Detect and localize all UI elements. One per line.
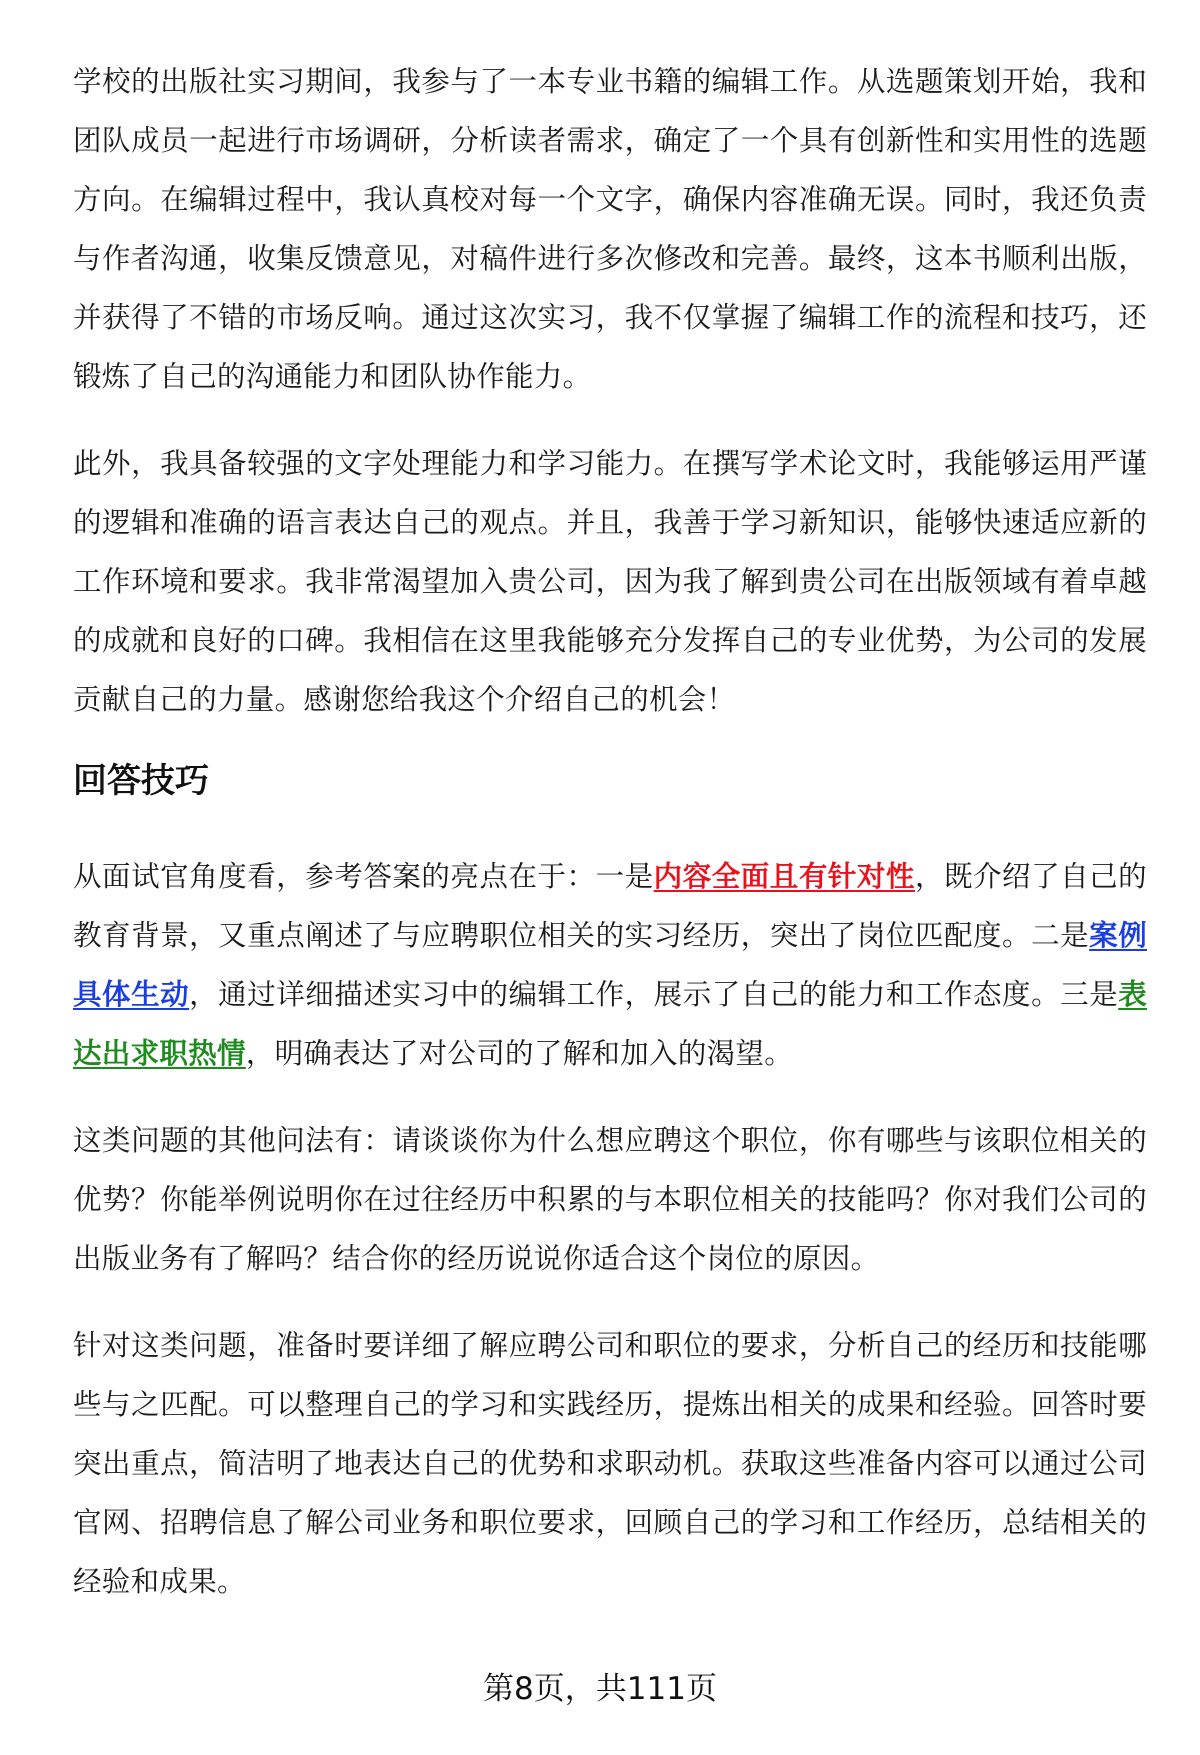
highlights-text-part-2: ，既介绍了自己的教育背景，又重点阐述了与应聘职位相关的实习经历，突出了岗位匹配度。二是 <box>73 860 1147 952</box>
section-heading: 回答技巧 <box>73 761 209 801</box>
highlights-text-part-3: ，通过详细描述实习中的编辑工作，展示了自己的能力和工作态度。三是 <box>189 978 1119 1011</box>
highlights-text-part-4: ，明确表达了对公司的了解和加入的渴望。 <box>245 1037 794 1070</box>
page-number: 第8页，共111页 <box>483 1671 717 1707</box>
highlights-text-part-1: 从面试官角度看，参考答案的亮点在于：一是 <box>73 860 654 893</box>
paragraph-skills-motivation: 此外，我具备较强的文字处理能力和学习能力。在撰写学术论文时，我能够运用严谨的逻辑和准确的语言表达自己的观点。并且，我善于学习新知识，能够快速适应新的工作环境和要求。我非常渴望加入贵公司，因为我了解到贵公司在出版领域有着卓越的成就和良好的口碑。我相信在这里我能够充分发挥自己的专业优势，为公司的发展贡献自己的力量。感谢您给我这个介绍自己的机会！ <box>73 447 1147 716</box>
paragraph-preparation-advice: 针对这类问题，准备时要详细了解应聘公司和职位的要求，分析自己的经历和技能哪些与之匹配。可以整理自己的学习和实践经历，提炼出相关的成果和经验。回答时要突出重点，简洁明了地表达自己的优势和求职动机。获取这些准备内容可以通过公司官网、招聘信息了解公司业务和职位要求，回顾自己的学习和工作经历，总结相关的经验和成果。 <box>73 1329 1147 1598</box>
paragraph-answer-highlights <box>73 847 1147 1083</box>
highlight-specific-cases: 案例具体生动 <box>73 919 1147 1011</box>
paragraph-internship-experience: 学校的出版社实习期间，我参与了一本专业书籍的编辑工作。从选题策划开始，我和团队成员一起进行市场调研，分析读者需求，确定了一个具有创新性和实用性的选题方向。在编辑过程中，我认真校对每一个文字，确保内容准确无误。同时，我还负责与作者沟通，收集反馈意见，对稿件进行多次修改和完善。最终，这本书顺利出版，并获得了不错的市场反响。通过这次实习，我不仅掌握了编辑工作的流程和技巧，还锻炼了自己的沟通能力和团队协作能力。 <box>73 65 1147 393</box>
document-page <box>73 52 1147 1639</box>
highlight-comprehensive: 内容全面且有针对性 <box>653 860 915 893</box>
highlight-enthusiasm: 表达出求职热情 <box>73 978 1147 1070</box>
paragraph-alternative-questions: 这类问题的其他问法有：请谈谈你为什么想应聘这个职位，你有哪些与该职位相关的优势？你能举例说明你在过往经历中积累的与本职位相关的技能吗？你对我们公司的出版业务有了解吗？结合你的经历说说你适合这个岗位的原因。 <box>73 1124 1147 1275</box>
